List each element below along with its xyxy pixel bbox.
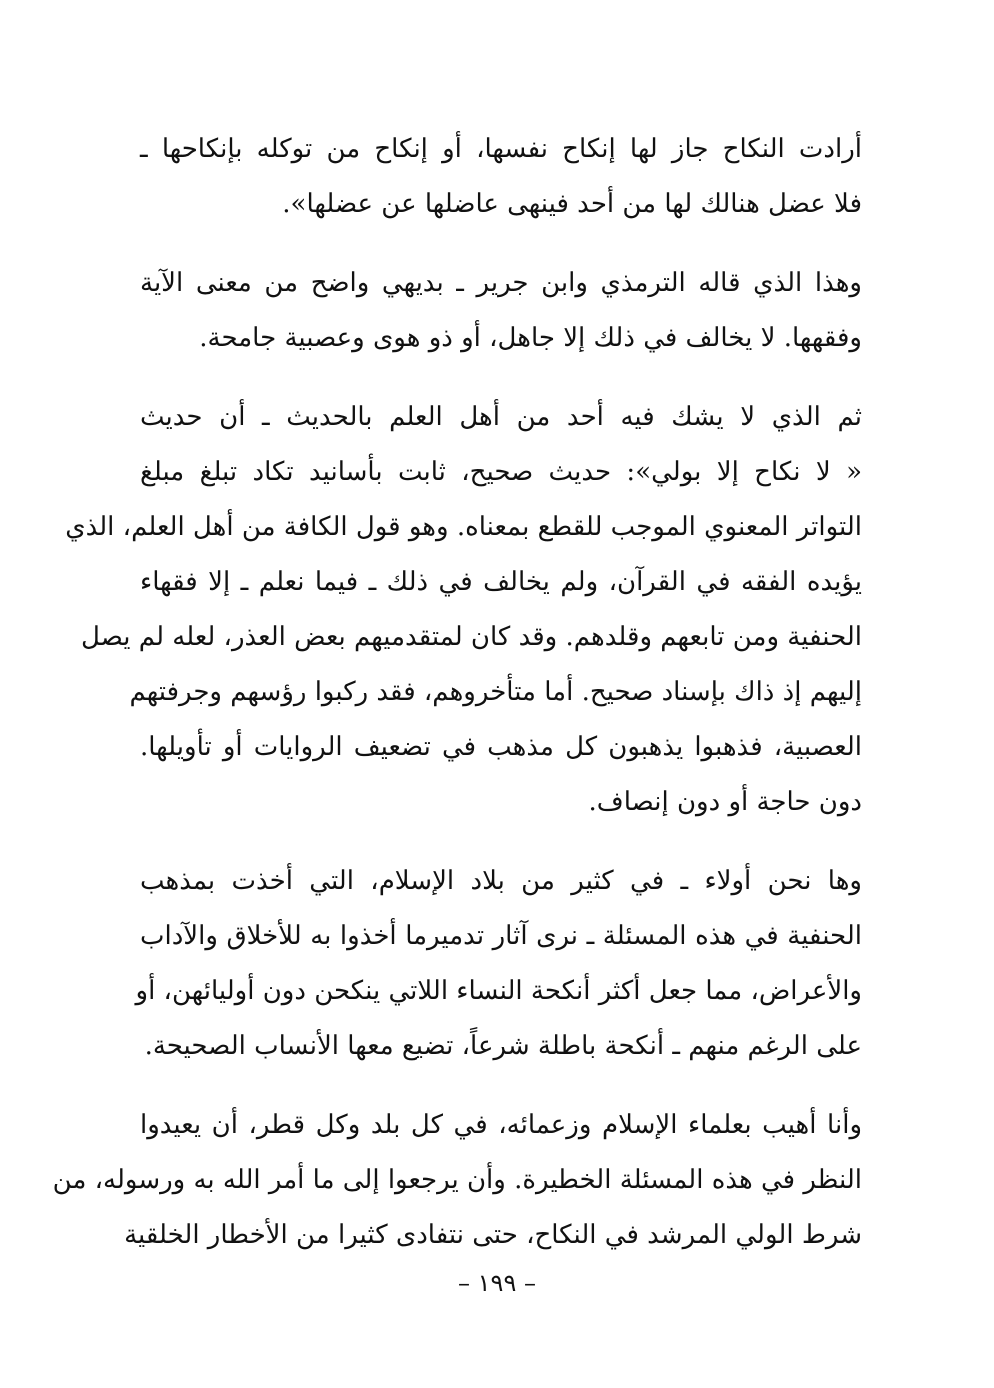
text-line: على الرغم منهم ـ أنكحة باطلة شرعاً، تضيع معها الأنساب الصحيحة. [144, 1031, 862, 1061]
text-line: وهذا الذي قاله الترمذي وابن جرير ـ بديهي واضح من معنى الآية [140, 268, 862, 298]
text-line: وفقهها. لا يخالف في ذلك إلا جاهل، أو ذو هوى وعصبية جامحة. [199, 323, 862, 353]
text-line: أرادت النكاح جاز لها إنكاح نفسها، أو إنكاح من توكله بإنكاحها ـ [140, 134, 862, 164]
text-line: وها نحن أولاء ـ في كثير من بلاد الإسلام، التي أخذت بمذهب [140, 866, 862, 896]
text-line: يؤيده الفقه في القرآن، ولم يخالف في ذلك ـ فيما نعلم ـ إلا فقهاء [140, 567, 862, 597]
text-line: دون حاجة أو دون إنصاف. [588, 787, 862, 817]
paragraph-1 [140, 122, 862, 232]
paragraph-3 [65, 390, 862, 830]
text-line: ثم الذي لا يشك فيه أحد من أهل العلم بالحديث ـ أن حديث [140, 402, 862, 432]
text-line: الحنفية في هذه المسئلة ـ نرى آثار تدميرما أخذوا به للأخلاق والآداب [140, 921, 862, 951]
text-line: التواتر المعنوي الموجب للقطع بمعناه. وهو قول الكافة من أهل العلم، الذي [65, 512, 862, 542]
page-body-text [52, 122, 862, 1287]
text-line: الحنفية ومن تابعهم وقلدهم. وقد كان لمتقدميهم بعض العذر، لعله لم يصل [81, 622, 862, 652]
text-line: النظر في هذه المسئلة الخطيرة. وأن يرجعوا إلى ما أمر الله به ورسوله، من [52, 1165, 862, 1195]
text-line: إليهم إذ ذاك بإسناد صحيح. أما متأخروهم، فقد ركبوا رؤسهم وجرفتهم [129, 677, 862, 707]
paragraph-2 [140, 256, 862, 366]
text-line: وأنا أهيب بعلماء الإسلام وزعمائه، في كل بلد وكل قطر، أن يعيدوا [140, 1110, 862, 1140]
text-line: العصبية، فذهبوا يذهبون كل مذهب في تضعيف الروايات أو تأويلها. [140, 732, 862, 762]
text-line: والأعراض، مما جعل أكثر أنكحة النساء اللاتي ينكحن دون أوليائهن، أو [135, 976, 862, 1006]
text-line: « لا نكاح إلا بولي»: حديث صحيح، ثابت بأسانيد تكاد تبلغ مبلغ [140, 457, 862, 487]
paragraph-5 [52, 1098, 862, 1263]
page-number: – ١٩٩ – [458, 1269, 536, 1297]
text-line: شرط الولي المرشد في النكاح، حتى نتفادى كثيرا من الأخطار الخلقية [124, 1220, 862, 1250]
text-line: فلا عضل هنالك لها من أحد فينهى عاضلها عن عضلها». [282, 189, 862, 219]
paragraph-4 [135, 854, 862, 1074]
